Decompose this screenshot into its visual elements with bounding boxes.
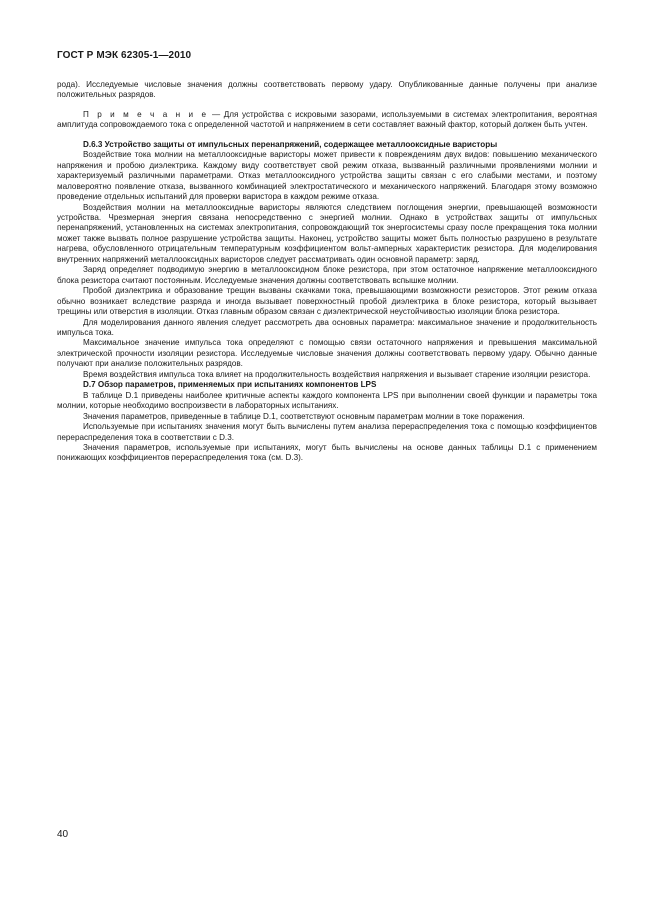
section-heading-d63: D.6.3 Устройство защиты от импульсных перенапряжений, содержащее металлооксидные варисторы: [83, 139, 498, 149]
paragraph: Заряд определяет подводимую энергию в металлооксидном блоке резистора, при этом остаточное напряжение металлооксидного блока резистора считают постоянным. Исследуемые значения должны соответствовать вспышке молнии.: [57, 265, 597, 285]
paragraph: Значения параметров, приведенные в таблице D.1, соответствуют основным параметрам молнии в токе поражения.: [83, 411, 525, 421]
paragraph: Воздействия молнии на металлооксидные варисторы являются следствием поглощения энергии, превышающей возможности устройства. Чрезмерная энергия связана непосредственно с энергией молнии. Однако в устройствах защиты от импульсных перенапряжений, установленных на системах электропитания, сопровождающий ток энергосистемы сразу после прекращения тока молнии может также вызвать полное разрушение устройства защиты. Наконец, устройство защиты может быть полностью разрушено в результате нагрева, обусловленного отрицательным температурным коэффициентом вольт-амперных характеристик резистора. Для моделирования внутренних напряжений металлооксидных варисторов следует рассматривать один основной параметр: заряд.: [57, 202, 597, 264]
page-number: 40: [57, 829, 69, 840]
paragraph: В таблице D.1 приведены наиболее критичные аспекты каждого компонента LPS при выполнении своей функции и параметры тока молнии, которые необходимо воспроизвести в лабораторных испытаниях.: [57, 390, 597, 411]
paragraph: Значения параметров, используемые при испытаниях, могут быть вычислены на основе данных таблицы D.1 с применением понижающих коэффициентов перераспределения тока (см. D.3).: [57, 442, 597, 463]
note-paragraph: [57, 110, 597, 131]
note-text: — Для устройства с искровыми зазорами, используемыми в системах электропитания, вероятная амплитуда сопровождаемого тока с определенной частотой и напряжением в сети составляет важный фактор, который должен быть учтен.: [57, 109, 598, 130]
paragraph: Для моделирования данного явления следует рассмотреть два основных параметра: максимальное значение и продолжительность импульса тока.: [57, 317, 597, 337]
document-header: ГОСТ Р МЭК 62305-1—2010: [57, 50, 192, 61]
section-heading-d7: D.7 Обзор параметров, применяемых при испытаниях компонентов LPS: [83, 380, 377, 390]
paragraph: Пробой диэлектрика и образование трещин вызваны скачками тока, превышающими возможности резисторов. Этот режим отказа обычно возникает вследствие разряда и иногда вызывает поверхностный пробой диэлектрика в блоке резистора, который вызывает трещины или отверстия в изоляции. Отказ главным образом связан с диэлектрической неустойчивостью изоляции блока резистора.: [57, 286, 597, 317]
paragraph-continuation: рода). Исследуемые числовые значения должны соответствовать первому удару. Опубликованные данные получены при анализе положительных разрядов.: [57, 80, 597, 100]
paragraph: Время воздействия импульса тока влияет на продолжительность воздействия напряжения и вызывает старение изоляции резистора.: [83, 369, 591, 379]
paragraph: Используемые при испытаниях значения могут быть вычислены путем анализа перераспределения тока с помощью коэффициентов перераспределения тока в соответствии с D.3.: [57, 422, 597, 442]
paragraph: Воздействие тока молнии на металлооксидные варисторы может привести к повреждениям двух видов: повышению механического напряжения и пробою диэлектрика. Каждому виду соответствует свой режим отказа, вызванный различными проявлениями молнии и характеризуемый различными параметрами. Отказ металлооксидного устройства защиты связан с его слабыми местами, и поэтому маловероятно появление отказа, вызванного комбинацией электростатического и механического напряжений. Благодаря этому возможно проведение отдельных испытаний для проверки варистора в каждом режиме отказа.: [57, 150, 597, 202]
document-body: [57, 80, 597, 464]
note-label: П р и м е ч а н и е: [83, 109, 209, 119]
paragraph: Максимальное значение импульса тока определяют с помощью связи остаточного напряжения и превышения максимальной электрической прочности изоляции резистора. Исследуемые числовые значения должны соответствовать первому удару. Обычно данные получают при анализе положительных разрядов.: [57, 338, 597, 369]
